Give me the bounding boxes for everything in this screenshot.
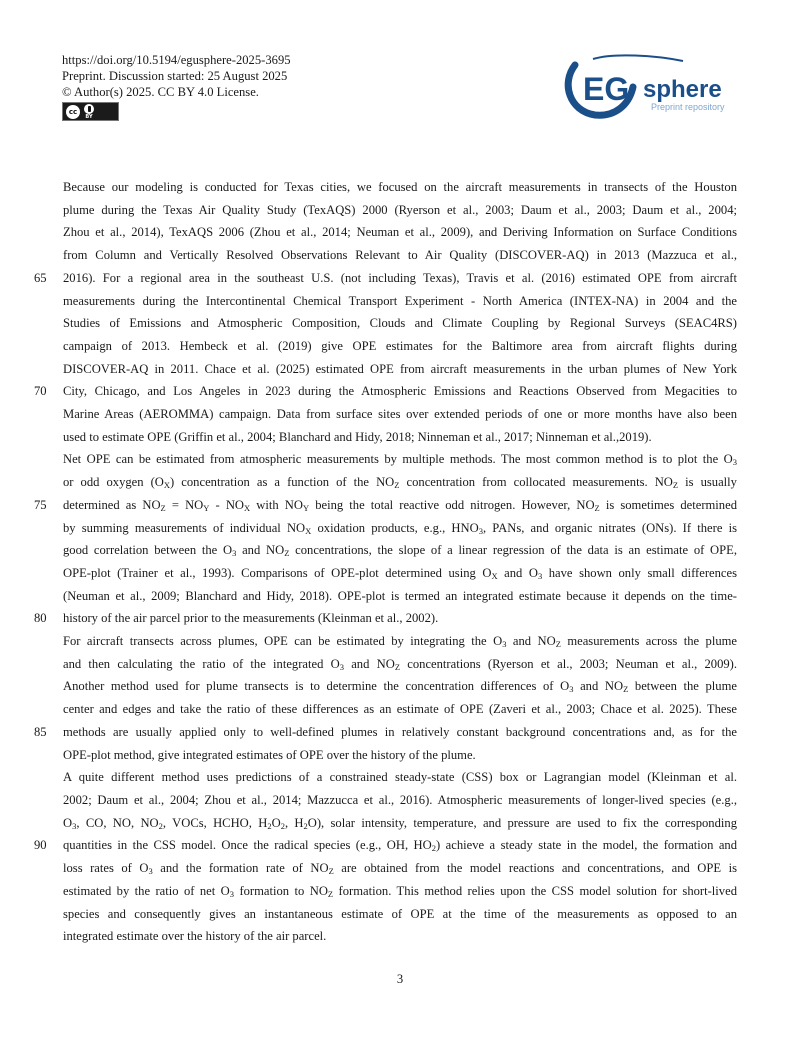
- line-number: 70: [34, 384, 47, 399]
- egusphere-logo: [563, 53, 741, 123]
- text-line: estimated by the ratio of net $O_3$ formation to $NO_Z$ formation. This method relies upon the CSS model solution for short-lived: [63, 883, 737, 899]
- cc-icon: cc: [66, 105, 80, 119]
- doi-link[interactable]: https://doi.org/10.5194/egusphere-2025-3695: [62, 53, 291, 67]
- logo-tagline: Preprint repository: [651, 102, 725, 112]
- text-line: Net OPE can be estimated from atmospheric measurements by multiple methods. The most common method is to plot the $O_3$: [63, 452, 737, 468]
- line-number: 90: [34, 838, 47, 853]
- text-line: plume during the Texas Air Quality Study (TexAQS) 2000 (Ryerson et al., 2003; Daum et al., 2003; Daum et al., 2004;: [63, 202, 737, 217]
- line-number: 65: [34, 270, 47, 285]
- line-number: 85: [34, 724, 47, 739]
- text-line: OPE-plot (Trainer et al., 1993). Comparisons of OPE-plot determined using $O_X$ and $O_3$ have shown only small differences: [63, 565, 737, 581]
- text-line: integrated estimate over the history of the air parcel.: [63, 929, 327, 944]
- text-line: OPE-plot method, give integrated estimates of OPE over the history of the plume.: [63, 747, 476, 762]
- text-line: loss rates of $O_3$ and the formation rate of $NO_Z$ are obtained from the model reactions and concentrations, and OPE is: [63, 861, 738, 877]
- text-line: A quite different method uses predictions of a constrained steady-state (CSS) box or Lagrangian model (Kleinman et al.: [63, 770, 737, 785]
- paragraph: [63, 766, 737, 948]
- text-line: methods are usually applied only to well-defined plumes in relatively constant background concentrations and, as for the: [63, 724, 737, 739]
- text-line: history of the air parcel prior to the measurements (Kleinman et al., 2002).: [63, 611, 439, 626]
- person-icon: [84, 104, 94, 114]
- text-line: Studies of Emissions and Atmospheric Composition, Clouds and Climate Coupling by Regional Surveys (SEAC4RS): [63, 316, 737, 331]
- by-icon-block: [84, 104, 94, 120]
- text-line: Zhou et al., 2014), TexAQS 2006 (Zhou et al., 2014; Neuman et al., 2009), and Deriving Information on Surface Conditions: [63, 225, 737, 240]
- line-number: 80: [34, 611, 47, 626]
- text-line: Marine Areas (AEROMMA) campaign. Data from surface sites over extended periods of one or more months have also been: [63, 407, 737, 422]
- text-line: For aircraft transects across plumes, OPE can be estimated by integrating the $O_3$ and $NO_Z$ measurements across the plume: [63, 634, 738, 650]
- text-line: quantities in the CSS model. Once the radical species (e.g., OH, $HO_2$) achieve a steady state in the model, the formation and: [63, 838, 738, 854]
- text-line: used to estimate OPE (Griffin et al., 2004; Blanchard and Hidy, 2018; Ninneman et al., 2017; Ninneman et al.,2019).: [63, 429, 652, 444]
- text-line: by summing measurements of individual $NO_X$ oxidation products, e.g., $HNO_3$, PANs, and organic nitrates (ONs). If there is: [63, 520, 737, 536]
- text-line: 2002; Daum et al., 2004; Zhou et al., 2014; Mazzucca et al., 2016). Atmospheric measurements of longer-lived species (e.g.,: [63, 792, 737, 807]
- preprint-date: Preprint. Discussion started: 25 August 2025: [62, 69, 288, 83]
- text-line: determined as $NO_Z = NO_Y - NO_X$ with $NO_Y$ being the total reactive odd nitrogen. However, $NO_Z$ is sometimes determined: [63, 497, 737, 513]
- preprint-header: [62, 52, 291, 121]
- main-body-text: [63, 176, 737, 948]
- text-line: $O_3$, CO, NO, $NO_2$, VOCs, HCHO, $H_2O_2$, $H_2O$), solar intensity, temperature, and pressure are used to fix the corresponding: [63, 815, 737, 831]
- text-line: 2016). For a regional area in the southeast U.S. (not including Texas), Travis et al. (2016) estimated OPE from aircraft: [63, 270, 737, 285]
- text-line: or odd oxygen $(O_X)$ concentration as a function of the $NO_Z$ concentration from collocated measurements. $NO_Z$ is usually: [63, 475, 737, 491]
- text-line: from Column and Vertically Resolved Observations Relevant to Air Quality (DISCOVER-AQ) in 2013 (Mazzuca et al.,: [63, 248, 737, 263]
- page-number: 3: [396, 972, 404, 986]
- text-line: species and consequently gives an instantaneous estimate of OPE at the time of the measurements as opposed to an: [63, 906, 737, 921]
- text-line: (Neuman et al., 2009; Blanchard and Hidy, 2018). OPE-plot is termed an integrated estimate because it depends on the time-: [63, 588, 737, 603]
- text-line: measurements during the Intercontinental Chemical Transport Experiment - North America (INTEX-NA) in 2004 and the: [63, 293, 737, 308]
- text-line: campaign of 2013. Hembeck et al. (2019) give OPE estimates for the Baltimore area from aircraft flights during: [63, 338, 737, 353]
- text-line: center and edges and take the ratio of these differences as an estimate of OPE (Zaveri et al., 2003; Chace et al. 2025). These: [63, 702, 737, 717]
- text-line: and then calculating the ratio of the integrated $O_3$ and $NO_Z$ concentrations (Ryerson et al., 2003; Neuman et al., 2009).: [63, 656, 738, 672]
- paragraph: [63, 448, 737, 630]
- text-line: good correlation between the $O_3$ and $NO_Z$ concentrations, the slope of a linear regression of the data is an estimate of OPE,: [63, 543, 737, 559]
- cc-by-license-badge[interactable]: [62, 102, 119, 121]
- text-line: DISCOVER-AQ in 2011. Chace et al. (2025) estimated OPE from aircraft measurements in the urban plumes of New York: [63, 361, 737, 376]
- text-line: Another method used for plume transects is to determine the concentration differences of $O_3$ and $NO_Z$ between the plume: [63, 679, 737, 695]
- line-number: 75: [34, 497, 47, 512]
- text-line: Because our modeling is conducted for Texas cities, we focused on the aircraft measurements in transects of the Houston: [63, 180, 737, 194]
- by-label: BY: [85, 113, 93, 120]
- logo-brand-suffix: sphere: [643, 76, 722, 103]
- paragraph: [63, 176, 737, 448]
- paragraph: [63, 630, 737, 766]
- logo-brand-prefix: EG: [583, 71, 630, 107]
- copyright-line: © Author(s) 2025. CC BY 4.0 License.: [62, 85, 259, 99]
- text-line: City, Chicago, and Los Angeles in 2023 during the Atmospheric Emissions and Reactions Observed from Megacities to: [63, 384, 737, 399]
